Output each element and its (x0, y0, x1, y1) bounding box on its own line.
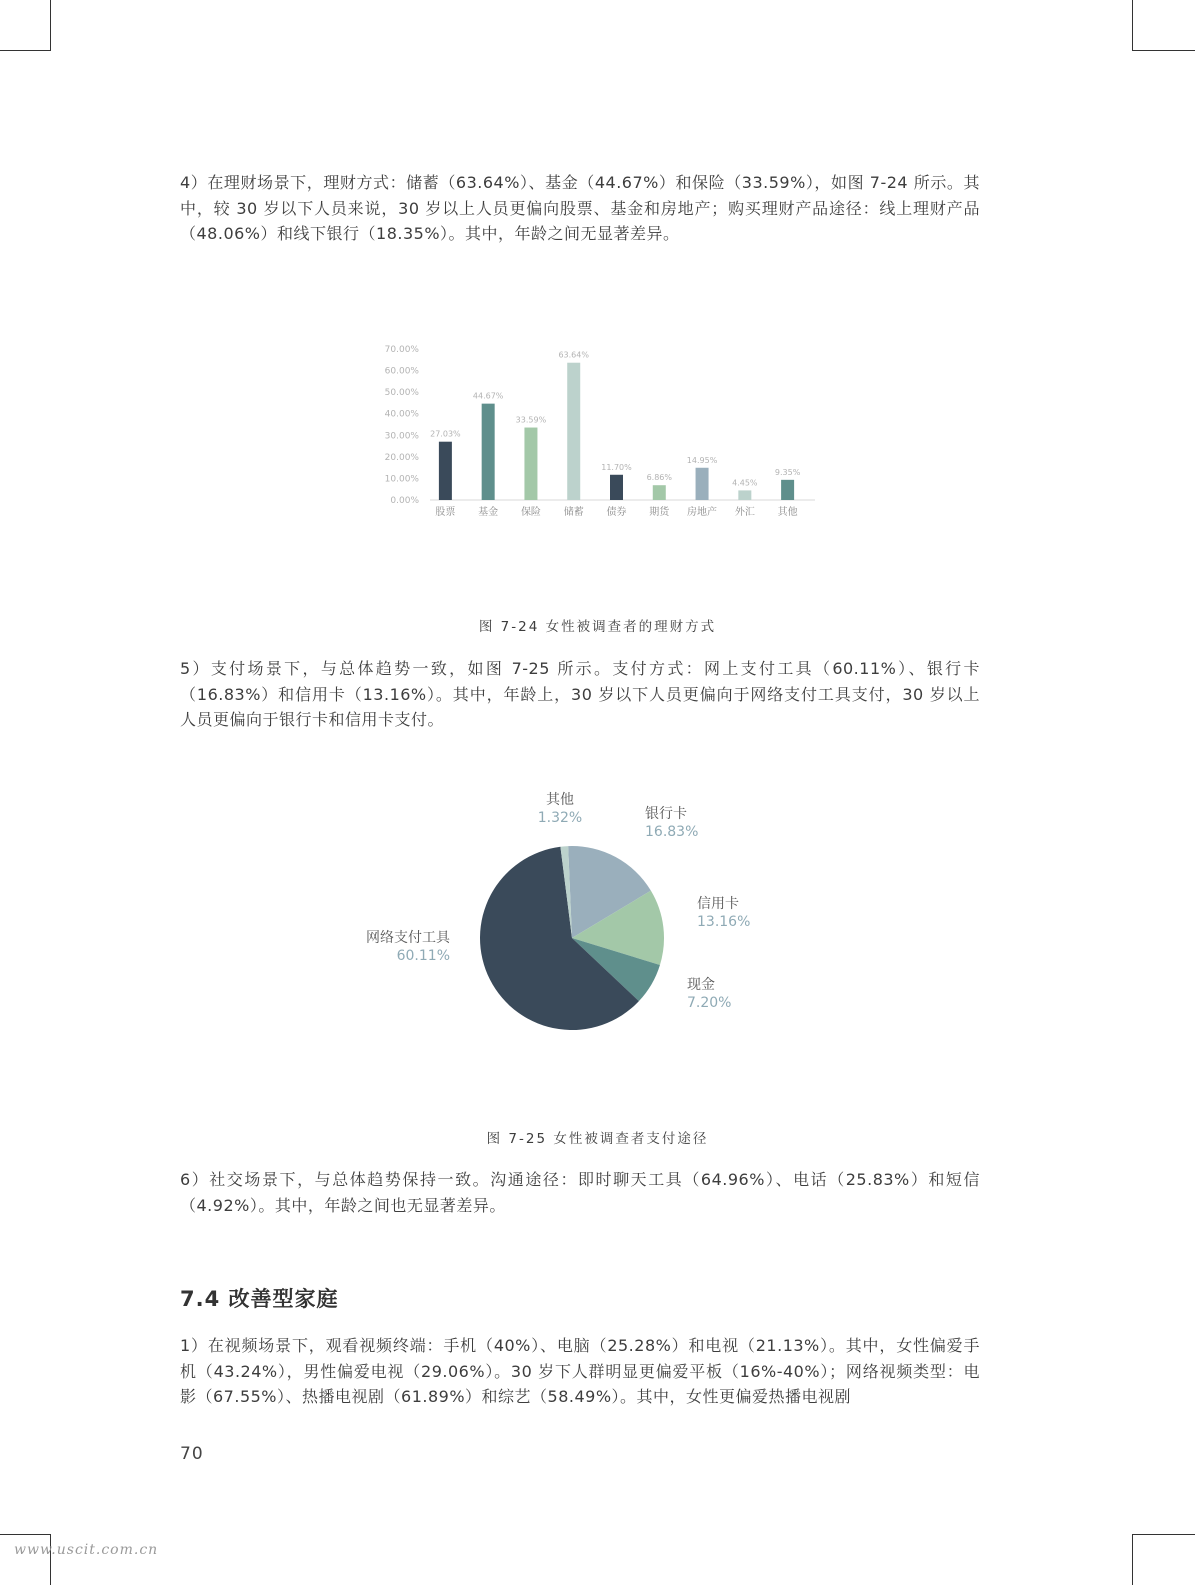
crop-mark-top-right (1132, 0, 1195, 51)
bar-value-label: 14.95% (686, 455, 718, 465)
figure-caption-7-25: 图 7-25 女性被调查者支付途径 (486, 1131, 709, 1147)
bar-value-label: 11.70% (601, 462, 632, 472)
finance-bar-chart (370, 338, 830, 528)
y-tick-label: 40.00% (384, 409, 419, 420)
y-tick-label: 50.00% (384, 388, 419, 399)
bar-value-label: 33.59% (515, 415, 547, 425)
bar (610, 475, 623, 500)
section-heading: 7.4 改善型家庭 (180, 1287, 339, 1311)
pie-slice-label: 其他 (546, 792, 574, 808)
bar (567, 363, 580, 500)
pie-slice-value: 1.32% (537, 810, 583, 826)
bar (781, 480, 794, 500)
bar-value-label: 6.86% (646, 473, 672, 483)
pie-slice-value: 7.20% (687, 995, 732, 1011)
y-tick-label: 60.00% (384, 366, 419, 377)
pie-slice-value: 16.83% (645, 824, 699, 840)
bar (439, 442, 452, 500)
bar-value-label: 9.35% (774, 467, 801, 477)
x-tick-label: 其他 (777, 507, 798, 518)
watermark-text: www.uscit.com.cn (14, 1542, 159, 1558)
x-tick-label: 房地产 (687, 507, 718, 518)
pie-slice-value: 60.11% (396, 948, 450, 964)
paragraph-social: 6）社交场景下，与总体趋势保持一致。沟通途径：即时聊天工具（64.96%）、电话（25.83%）和短信（4.92%）。其中，年龄之间也无显著差异。 (180, 1170, 980, 1215)
payment-pie-chart (340, 780, 780, 1050)
y-tick-label: 70.00% (384, 345, 419, 355)
y-tick-label: 20.00% (384, 452, 419, 463)
bar (738, 490, 751, 500)
bar-value-label: 63.64% (558, 350, 589, 360)
x-tick-label: 期货 (649, 507, 670, 518)
bar-value-label: 44.67% (472, 391, 504, 401)
page-number: 70 (180, 1444, 204, 1464)
x-tick-label: 基金 (478, 507, 499, 518)
crop-mark-top-left (0, 0, 51, 51)
x-tick-label: 保险 (520, 507, 541, 518)
bar (696, 468, 709, 500)
bar (653, 485, 666, 500)
paragraph-finance: 4）在理财场景下，理财方式：储蓄（63.64%）、基金（44.67%）和保险（33.59%），如图 7-24 所示。其中，较 30 岁以下人员来说，30 岁以上人员更偏向股票、基金和房地产；购买理财产品途径：线上理财产品（48.06%）和线下银行（18.35%）。其中，年龄之间无显著差异。 (180, 173, 980, 243)
y-tick-label: 10.00% (384, 474, 419, 485)
x-tick-label: 股票 (435, 507, 456, 518)
x-tick-label: 债券 (606, 507, 627, 518)
crop-mark-bottom-right (1132, 1534, 1195, 1585)
x-tick-label: 储蓄 (563, 507, 584, 518)
y-tick-label: 0.00% (390, 496, 419, 506)
pie-slice-label: 银行卡 (645, 806, 687, 822)
pie-slice-label: 信用卡 (697, 896, 739, 912)
figure-caption-7-24: 图 7-24 女性被调查者的理财方式 (478, 619, 717, 635)
bar-value-label: 4.45% (732, 478, 758, 488)
bar (482, 404, 495, 500)
pie-slice-label: 现金 (687, 977, 715, 993)
x-tick-label: 外汇 (734, 507, 755, 518)
pie-slice-label: 网络支付工具 (366, 930, 450, 946)
pie-slice-value: 13.16% (697, 914, 751, 930)
paragraph-payment: 5）支付场景下，与总体趋势一致，如图 7-25 所示。支付方式：网上支付工具（60.11%）、银行卡（16.83%）和信用卡（13.16%）。其中，年龄上，30 岁以下人员更偏向于网络支付工具支付，30 岁以上人员更偏向于银行卡和信用卡支付。 (180, 659, 980, 729)
paragraph-video: 1）在视频场景下，观看视频终端：手机（40%）、电脑（25.28%）和电视（21.13%）。其中，女性偏爱手机（43.24%），男性偏爱电视（29.06%）。30 岁下人群明显更偏爱平板（16%-40%）；网络视频类型：电影（67.55%）、热播电视剧（61.89%）和综艺（58.49%）。其中，女性更偏爱热播电视剧 (180, 1336, 980, 1406)
y-tick-label: 30.00% (384, 431, 419, 442)
bar-value-label: 27.03% (430, 429, 461, 439)
bar (524, 428, 537, 500)
